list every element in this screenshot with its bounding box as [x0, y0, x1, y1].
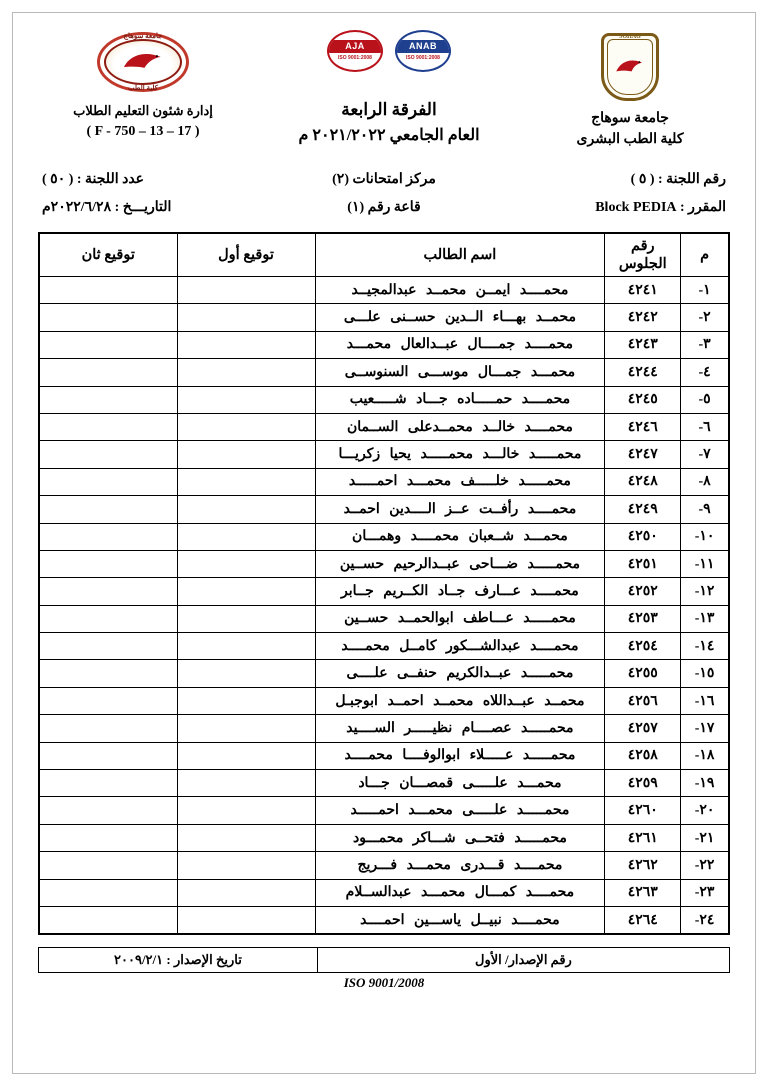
- cell-seat-number: ٤٢٥٣: [605, 605, 681, 632]
- cell-student-name: محمــــد نبيــل ياســـين احمــــد: [315, 906, 605, 934]
- column-header-signature-one: توقيع أول: [177, 233, 315, 277]
- table-row: [39, 687, 729, 714]
- cell-signature-two[interactable]: [39, 770, 177, 797]
- cell-index: ١٣-: [681, 605, 729, 632]
- cell-index: ٧-: [681, 441, 729, 468]
- cell-seat-number: ٤٢٤٨: [605, 468, 681, 495]
- cell-seat-number: ٤٢٤٩: [605, 496, 681, 523]
- header-center-block: [248, 30, 530, 149]
- table-row: [39, 277, 729, 304]
- faculty-logo-icon: SOHAG: [594, 30, 666, 104]
- cell-signature-two[interactable]: [39, 550, 177, 577]
- cell-index: ١٥-: [681, 660, 729, 687]
- cell-index: ٢٢-: [681, 852, 729, 879]
- cell-student-name: محمــد بهـــاء الــدين حســنى علـــى: [315, 304, 605, 331]
- university-name: جامعة سوهاج: [591, 111, 669, 126]
- cell-signature-two[interactable]: [39, 605, 177, 632]
- cell-student-name: محمـــــد عبــدالكريم حنفــى علــــى: [315, 660, 605, 687]
- table-row: [39, 879, 729, 906]
- cell-student-name: محمــــد جمــــال عبــدالعال محمـــد: [315, 331, 605, 358]
- cell-signature-one[interactable]: [177, 687, 315, 714]
- bird-emblem-icon: [121, 49, 165, 75]
- cell-signature-two[interactable]: [39, 715, 177, 742]
- cell-seat-number: ٤٢٥٦: [605, 687, 681, 714]
- cell-signature-two[interactable]: [39, 824, 177, 851]
- committee-count: عدد اللجنة : ( ٥٠ ): [42, 172, 145, 187]
- iso-standard: ISO 9001/2008: [343, 975, 425, 991]
- cell-student-name: محمـــد شــعبان محمــــد وهمـــان: [315, 523, 605, 550]
- cell-student-name: محمــــد قـــدرى محمـــد فـــريج: [315, 852, 605, 879]
- table-row: [39, 496, 729, 523]
- cell-signature-two[interactable]: [39, 797, 177, 824]
- cell-signature-one[interactable]: [177, 331, 315, 358]
- header-right-block: [530, 30, 730, 150]
- cell-student-name: محمــــد عبدالشـــكور كامــل محمــــد: [315, 633, 605, 660]
- cell-seat-number: ٤٢٤٣: [605, 331, 681, 358]
- table-row: [39, 797, 729, 824]
- cell-signature-one[interactable]: [177, 852, 315, 879]
- cell-seat-number: ٤٢٤٧: [605, 441, 681, 468]
- anab-certification-icon: ANAB ISO 9001:2008: [395, 30, 451, 72]
- table-row: [39, 468, 729, 495]
- cell-seat-number: ٤٢٤١: [605, 277, 681, 304]
- cell-signature-one[interactable]: [177, 550, 315, 577]
- form-code: ( F - 750 – 13 – 17 ): [86, 124, 200, 140]
- cell-student-name: محمـــــد علـــــى محمـــد احمـــــد: [315, 797, 605, 824]
- cell-signature-two[interactable]: [39, 386, 177, 413]
- cell-seat-number: ٤٢٥٩: [605, 770, 681, 797]
- table-row: [39, 715, 729, 742]
- cell-signature-two[interactable]: [39, 496, 177, 523]
- cell-signature-two[interactable]: [39, 277, 177, 304]
- cell-index: ١٢-: [681, 578, 729, 605]
- cell-index: ١٦-: [681, 687, 729, 714]
- cell-signature-one[interactable]: [177, 605, 315, 632]
- cell-seat-number: ٤٢٤٥: [605, 386, 681, 413]
- cell-signature-two[interactable]: [39, 304, 177, 331]
- cell-index: ١٠-: [681, 523, 729, 550]
- cell-index: ٢٤-: [681, 906, 729, 934]
- cell-student-name: محمــــد حمـــــاده جـــاد شـــــعيب: [315, 386, 605, 413]
- cell-index: ٢-: [681, 304, 729, 331]
- cell-index: ٥-: [681, 386, 729, 413]
- cell-student-name: محمـــد علـــــى قمصـــان جـــاد: [315, 770, 605, 797]
- cell-student-name: محمـــــد عصــــام نظيـــــر الســــيد: [315, 715, 605, 742]
- table-row: [39, 660, 729, 687]
- cell-student-name: محمــــد رأفــت عــز الــــدين احمــد: [315, 496, 605, 523]
- table-row: [39, 906, 729, 934]
- column-header-seat-number: رقم الجلوس: [605, 233, 681, 277]
- cell-signature-one[interactable]: [177, 359, 315, 386]
- cell-index: ٢٣-: [681, 879, 729, 906]
- table-row: [39, 742, 729, 769]
- table-row: [39, 824, 729, 851]
- cell-seat-number: ٤٢٤٤: [605, 359, 681, 386]
- cell-signature-two[interactable]: [39, 468, 177, 495]
- cell-index: ١٧-: [681, 715, 729, 742]
- document-header: [38, 20, 730, 150]
- cell-student-name: محمـــــد خالـــد محمـــــد يحيا زكريـــا: [315, 441, 605, 468]
- cell-signature-two[interactable]: [39, 742, 177, 769]
- footer-table: [38, 947, 730, 973]
- exam-date: التاريـــخ : ٢٠٢٢/٦/٢٨م: [42, 200, 172, 215]
- cell-signature-one[interactable]: [177, 660, 315, 687]
- cell-index: ١٨-: [681, 742, 729, 769]
- cell-student-name: محمــــد ايمــن محمــد عبدالمجيــد: [315, 277, 605, 304]
- cell-signature-two[interactable]: [39, 633, 177, 660]
- cell-seat-number: ٤٢٦٠: [605, 797, 681, 824]
- cell-signature-one[interactable]: [177, 906, 315, 934]
- column-header-signature-two: توقيع ثان: [39, 233, 177, 277]
- table-row: [39, 359, 729, 386]
- cell-signature-one[interactable]: [177, 304, 315, 331]
- cell-index: ٤-: [681, 359, 729, 386]
- cell-signature-two[interactable]: [39, 852, 177, 879]
- aja-certification-icon: AJA ISO 9001:2008: [327, 30, 383, 72]
- cell-student-name: محمـــد جمـــال موســـى السنوســى: [315, 359, 605, 386]
- cell-signature-two[interactable]: [39, 578, 177, 605]
- cell-signature-two[interactable]: [39, 879, 177, 906]
- cell-signature-two[interactable]: [39, 523, 177, 550]
- table-row: [39, 386, 729, 413]
- cell-seat-number: ٤٢٥٤: [605, 633, 681, 660]
- cell-signature-two[interactable]: [39, 687, 177, 714]
- table-row: [39, 441, 729, 468]
- bird-emblem-icon: [613, 56, 647, 78]
- header-left-block: [38, 30, 248, 140]
- cell-seat-number: ٤٢٤٢: [605, 304, 681, 331]
- cell-seat-number: ٤٢٥٥: [605, 660, 681, 687]
- cell-index: ٨-: [681, 468, 729, 495]
- column-header-student-name: اسم الطالب: [315, 233, 605, 277]
- document-title: الفرقة الرابعة: [341, 100, 437, 119]
- issue-number: رقم الإصدار/ الأول: [317, 948, 729, 973]
- cell-index: ١-: [681, 277, 729, 304]
- cell-student-name: محمـــــد خلـــــف محمـــد احمـــــد: [315, 468, 605, 495]
- cell-signature-one[interactable]: [177, 824, 315, 851]
- students-table-body: [39, 277, 729, 935]
- cell-student-name: محمــد عبــداللاه محمــد احمــد ابوجبـل: [315, 687, 605, 714]
- table-row: [39, 523, 729, 550]
- table-row: [39, 770, 729, 797]
- department-name: إدارة شئون التعليم الطلاب: [73, 103, 213, 118]
- cell-seat-number: ٤٢٦٣: [605, 879, 681, 906]
- cell-student-name: محمــــد خالــد محمــدعلى الســمان: [315, 413, 605, 440]
- cell-signature-one[interactable]: [177, 441, 315, 468]
- cell-seat-number: ٤٢٦٤: [605, 906, 681, 934]
- cell-index: ١٩-: [681, 770, 729, 797]
- cell-signature-one[interactable]: [177, 742, 315, 769]
- faculty-name: كلية الطب البشرى: [576, 132, 684, 147]
- cell-student-name: محمـــــد ضـــاحى عبــدالرحيم حســين: [315, 550, 605, 577]
- cell-signature-two[interactable]: [39, 660, 177, 687]
- cell-signature-one[interactable]: [177, 523, 315, 550]
- cell-signature-one[interactable]: [177, 770, 315, 797]
- cell-signature-one[interactable]: [177, 468, 315, 495]
- cell-seat-number: ٤٢٥١: [605, 550, 681, 577]
- cell-index: ١١-: [681, 550, 729, 577]
- subject-name: المقرر : Block PEDIA: [595, 200, 726, 215]
- exam-info-block: [38, 166, 730, 222]
- cell-signature-one[interactable]: [177, 496, 315, 523]
- cell-index: ٦-: [681, 413, 729, 440]
- table-header-row: [39, 233, 729, 277]
- table-row: [39, 633, 729, 660]
- cell-student-name: محمــــد كمـــال محمـــد عبدالســلام: [315, 879, 605, 906]
- cell-signature-one[interactable]: [177, 633, 315, 660]
- column-header-index: م: [681, 233, 729, 277]
- cell-signature-two[interactable]: [39, 413, 177, 440]
- academic-year: العام الجامعي ٢٠٢١/٢٠٢٢ م: [298, 127, 480, 145]
- cell-signature-two[interactable]: [39, 331, 177, 358]
- table-row: [39, 304, 729, 331]
- cell-index: ١٤-: [681, 633, 729, 660]
- committee-number: رقم اللجنة : ( ٥ ): [630, 172, 726, 187]
- table-row: [39, 413, 729, 440]
- cell-seat-number: ٤٢٥٨: [605, 742, 681, 769]
- table-row: [39, 578, 729, 605]
- cell-signature-one[interactable]: [177, 879, 315, 906]
- cell-seat-number: ٤٢٥٧: [605, 715, 681, 742]
- cell-index: ٣-: [681, 331, 729, 358]
- sohag-university-logo-icon: جامعة سوهاج كلية الطب: [95, 30, 191, 94]
- cell-index: ٢٠-: [681, 797, 729, 824]
- table-row: [39, 852, 729, 879]
- cell-seat-number: ٤٢٦١: [605, 824, 681, 851]
- students-table: [38, 232, 730, 935]
- exam-center: مركز امتحانات (٢): [332, 172, 436, 187]
- issue-date: تاريخ الإصدار : ٢٠٠٩/٢/١: [39, 948, 318, 973]
- cell-signature-two[interactable]: [39, 359, 177, 386]
- cell-index: ٩-: [681, 496, 729, 523]
- cell-signature-one[interactable]: [177, 797, 315, 824]
- cell-signature-two[interactable]: [39, 441, 177, 468]
- cell-seat-number: ٤٢٤٦: [605, 413, 681, 440]
- cell-student-name: محمـــــد فتحــى شـــاكر محمـــود: [315, 824, 605, 851]
- table-row: [39, 550, 729, 577]
- cell-signature-one[interactable]: [177, 277, 315, 304]
- cell-seat-number: ٤٢٦٢: [605, 852, 681, 879]
- cell-signature-one[interactable]: [177, 386, 315, 413]
- cell-index: ٢١-: [681, 824, 729, 851]
- table-row: [39, 331, 729, 358]
- cell-student-name: محمــــد عـــارف جــاد الكــريم جــابر: [315, 578, 605, 605]
- table-row: [39, 605, 729, 632]
- certification-logos: [327, 30, 451, 72]
- cell-signature-two[interactable]: [39, 906, 177, 934]
- cell-student-name: محمـــــد عـــــلاء ابوالوفــــا محمــــد: [315, 742, 605, 769]
- cell-student-name: محمـــــد عـــاطف ابوالحمــد حســين: [315, 605, 605, 632]
- cell-signature-one[interactable]: [177, 413, 315, 440]
- cell-seat-number: ٤٢٥٢: [605, 578, 681, 605]
- hall-number: قاعة رقم (١): [347, 200, 421, 215]
- cell-signature-one[interactable]: [177, 715, 315, 742]
- cell-seat-number: ٤٢٥٠: [605, 523, 681, 550]
- cell-signature-one[interactable]: [177, 578, 315, 605]
